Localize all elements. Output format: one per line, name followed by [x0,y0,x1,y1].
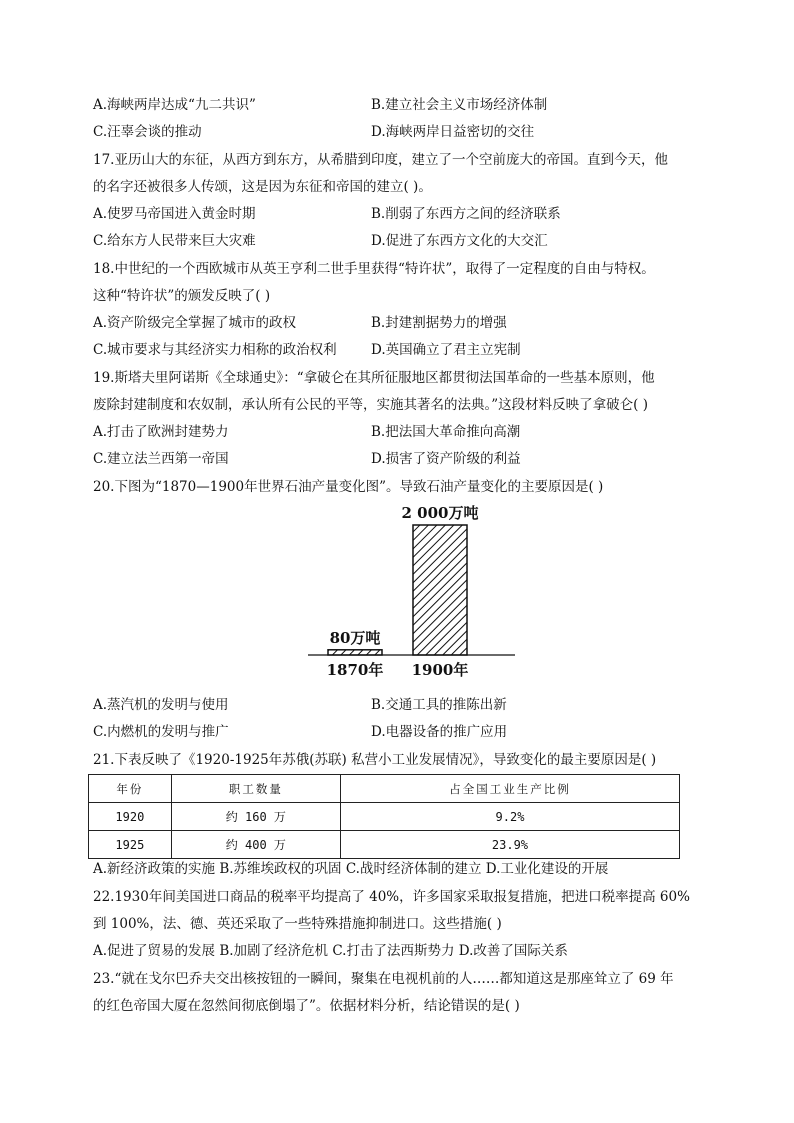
q20-option-c: C.内燃机的发明与推广 [93,724,229,740]
chart-category-label-1: 1900年 [411,661,469,679]
q20-option-b: B.交通工具的推陈出新 [371,697,507,713]
q17-option-b: B.削弱了东西方之间的经济联系 [371,206,561,222]
q19-option-d: D.损害了资产阶级的利益 [371,451,521,467]
q22-options: A.促进了贸易的发展 B.加剧了经济危机 C.打击了法西斯势力 D.改善了国际关系 [93,943,568,959]
q20-option-a: A.蒸汽机的发明与使用 [93,697,229,713]
q19-stem-line1: 19.斯塔夫里阿诺斯《全球通史》：“拿破仑在其所征服地区都贯彻法国革命的一些基本原则，他 [93,370,655,386]
q22-stem-line1: 22.1930年间美国进口商品的税率平均提高了 40%，许多国家采取报复措施，把进口税率提高 60% [93,889,690,905]
industry-table [88,774,680,859]
q18-option-b: B.封建割据势力的增强 [371,315,507,331]
table-cell: 1920 [89,803,172,831]
q19-option-a: A.打击了欧洲封建势力 [93,424,229,440]
chart-bar-1 [413,525,467,655]
q23-stem-line2: 的红色帝国大厦在忽然间彻底倒塌了”。依据材料分析，结论错误的是( ) [93,998,520,1014]
q16-option-c: C.汪辜会谈的推动 [93,124,202,140]
q20-option-d: D.电器设备的推广应用 [371,724,508,740]
chart-value-label-1: 2 000万吨 [401,504,479,522]
table-cell: 9.2% [340,803,679,831]
q18-option-c: C.城市要求与其经济实力相称的政治权利 [93,342,337,358]
q20-stem: 20.下图为“1870—1900年世界石油产量变化图”。导致石油产量变化的主要原因是( ) [93,479,604,495]
table-row [89,831,680,859]
q19-option-c: C.建立法兰西第一帝国 [93,451,229,467]
q21-stem: 21.下表反映了《1920-1925年苏俄(苏联) 私营小工业发展情况》，导致变化的最主要原因是( ) [93,752,657,768]
q16-option-d: D.海峡两岸日益密切的交往 [371,124,535,140]
q19-option-b: B.把法国大革命推向高潮 [371,424,521,440]
q17-stem-line2: 的名字还被很多人传颂，这是因为东征和帝国的建立( )。 [93,179,432,195]
q23-stem-line1: 23.“就在戈尔巴乔夫交出核按钮的一瞬间，聚集在电视机前的人……都知道这是那座耸立了 69 年 [93,971,674,987]
table-cell: 约 160 万 [171,803,340,831]
oil-production-chart [300,500,520,690]
chart-category-label-0: 1870年 [326,661,384,679]
q16-option-a: A.海峡两岸达成“九二共识” [93,97,256,113]
q18-stem-line1: 18.中世纪的一个西欧城市从英王亨利二世手里获得“特许状”，取得了一定程度的自由与特权。 [93,261,655,277]
q17-stem-line1: 17.亚历山大的东征，从西方到东方，从希腊到印度，建立了一个空前庞大的帝国。直到今天，他 [93,152,668,168]
q16-option-b: B.建立社会主义市场经济体制 [371,97,548,113]
q17-option-a: A.使罗马帝国进入黄金时期 [93,206,256,222]
q18-option-d: D.英国确立了君主立宪制 [371,342,521,358]
q17-option-c: C.给东方人民带来巨大灾难 [93,233,256,249]
table-cell: 约 400 万 [171,831,340,859]
table-header-share: 占全国工业生产比例 [340,775,679,803]
chart-bar-0 [328,650,382,655]
table-cell: 23.9% [340,831,679,859]
q19-stem-line2: 废除封建制度和农奴制，承认所有公民的平等，实施其著名的法典。”这段材料反映了拿破仑( ) [93,397,648,413]
q21-options: A.新经济政策的实施 B.苏维埃政权的巩固 C.战时经济体制的建立 D.工业化建设的开展 [93,861,609,877]
table-header-year: 年份 [89,775,172,803]
q18-stem-line2: 这种“特许状”的颁发反映了( ) [93,288,271,304]
q18-option-a: A.资产阶级完全掌握了城市的政权 [93,315,297,331]
table-row [89,803,680,831]
table-cell: 1925 [89,831,172,859]
chart-value-label-0: 80万吨 [329,628,381,647]
q17-option-d: D.促进了东西方文化的大交汇 [371,233,548,249]
table-header-row [89,775,680,803]
table-header-workers: 职工数量 [171,775,340,803]
q22-stem-line2: 到 100%，法、德、英还采取了一些特殊措施抑制进口。这些措施( ) [93,916,502,932]
